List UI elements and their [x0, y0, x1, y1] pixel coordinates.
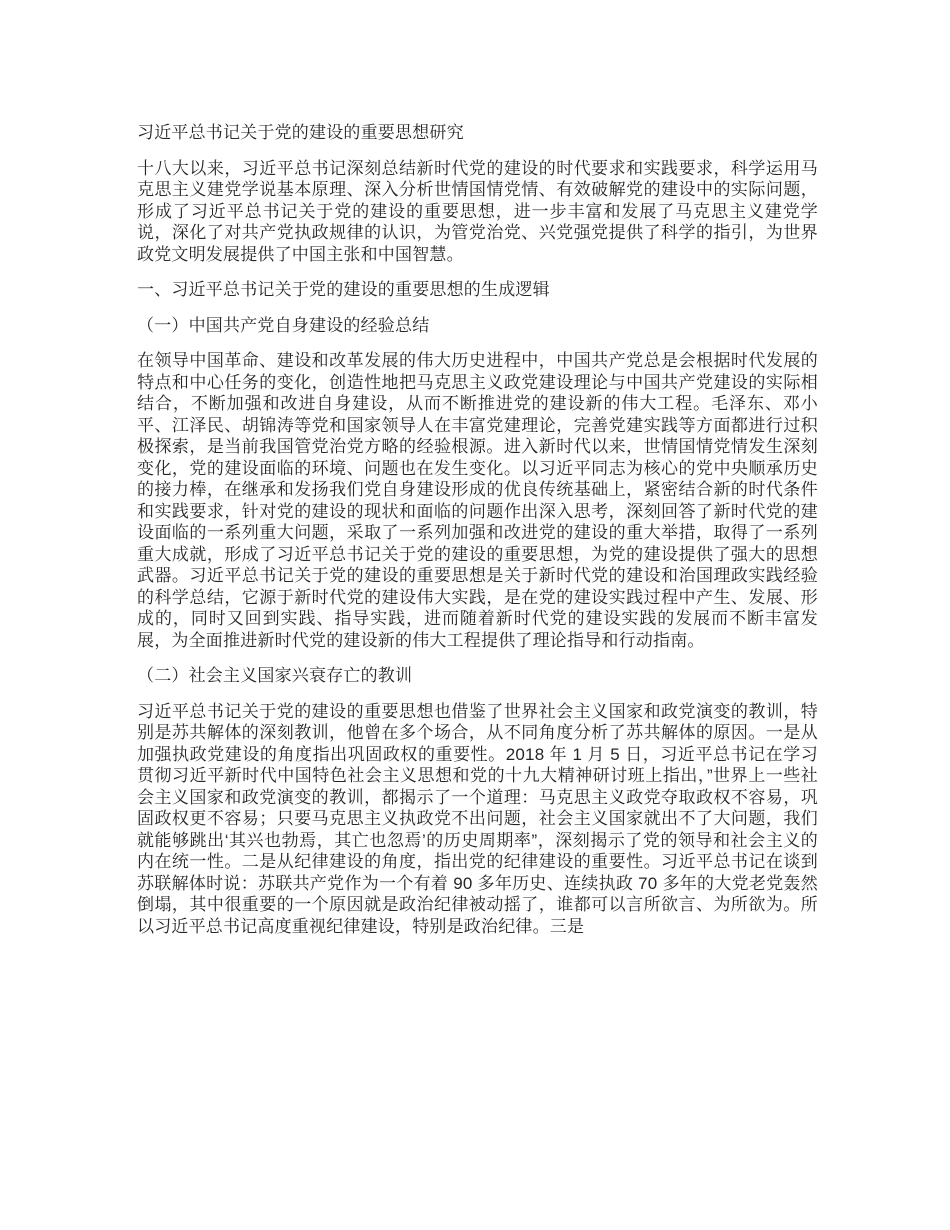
- subsection-heading-party-experience: （一）中国共产党自身建设的经验总结: [137, 315, 430, 335]
- document-page: [137, 122, 818, 951]
- section-heading-generation-logic: 一、习近平总书记关于党的建设的重要思想的生成逻辑: [137, 280, 550, 299]
- document-title: 习近平总书记关于党的建设的重要思想研究: [137, 123, 464, 142]
- subsection-heading-socialist-lessons: （二）社会主义国家兴衰存亡的教训: [137, 666, 413, 685]
- paragraph-party-experience: 在领导中国革命、建设和改革发展的伟大历史进程中，中国共产党总是会根据时代发展的特点和中心任务的变化，创造性地把马克思主义政党建设理论与中国共产党建设的实际相结合，不断加强和改进自身建设，从而不断推进党的建设新的伟大工程。毛泽东、邓小平、江泽民、胡锦涛等党和国家领导人在丰富党建理论，完善党建实践等方面都进行过积极探索，是当前我国管党治党方略的经验根源。进入新时代以来，世情国情党情发生深刻变化，党的建设面临的环境、问题也在发生变化。以习近平同志为核心的党中央顺承历史的接力棒，在继承和发扬我们党自身建设形成的优良传统基础上，紧密结合新的时代条件和实践要求，针对党的建设的现状和面临的问题作出深入思考，深刻回答了新时代党的建设面临的一系列重大问题，采取了一系列加强和改进党的建设的重大举措，取得了一系列重大成就，形成了习近平总书记关于党的建设的重要思想，为党的建设提供了强大的思想武器。习近平总书记关于党的建设的重要思想是关于新时代党的建设和治国理政实践经验的科学总结，它源于新时代党的建设伟大实践，是在党的建设实践过程中产生、发展、形成的，同时又回到实践、指导实践，进而随着新时代党的建设实践的发展而不断丰富发展，为全面推进新时代党的建设新的伟大工程提供了理论指导和行动指南。: [137, 351, 818, 650]
- paragraph-socialist-lessons: 习近平总书记关于党的建设的重要思想也借鉴了世界社会主义国家和政党演变的教训，特别是苏共解体的深刻教训，他曾在多个场合，从不同角度分析了苏共解体的原因。一是从加强执政党建设的角度指出巩固政权的重要性。2018 年 1 月 5 日，习近平总书记在学习贯彻习近平新时代中国特色社会主义思想和党的十九大精神研讨班上指出，”世界上一些社会主义国家和政党演变的教训，都揭示了一个道理：马克思主义政党夺取政权不容易，巩固政权更不容易；只要马克思主义执政党不出问题，社会主义国家就出不了大问题，我们就能够跳出‘其兴也勃焉，其亡也忽焉’的历史周期率”，深刻揭示了党的领导和社会主义的内在统一性。二是从纪律建设的角度，指出党的纪律建设的重要性。习近平总书记在谈到苏联解体时说：苏联共产党作为一个有着 90 多年历史、连续执政 70 多年的大党老党轰然倒塌，其中很重要的一个原因就是政治纪律被动摇了，谁都可以言所欲言、为所欲为。所以习近平总书记高度重视纪律建设，特别是政治纪律。三是: [137, 701, 818, 936]
- paragraph-introduction: 十八大以来，习近平总书记深刻总结新时代党的建设的时代要求和实践要求，科学运用马克思主义建党学说基本原理、深入分析世情国情党情、有效破解党的建设中的实际问题，形成了习近平总书记关于党的建设的重要思想，进一步丰富和发展了马克思主义建党学说，深化了对共产党执政规律的认识，为管党治党、兴党强党提供了科学的指引，为世界政党文明发展提供了中国主张和中国智慧。: [137, 158, 818, 264]
